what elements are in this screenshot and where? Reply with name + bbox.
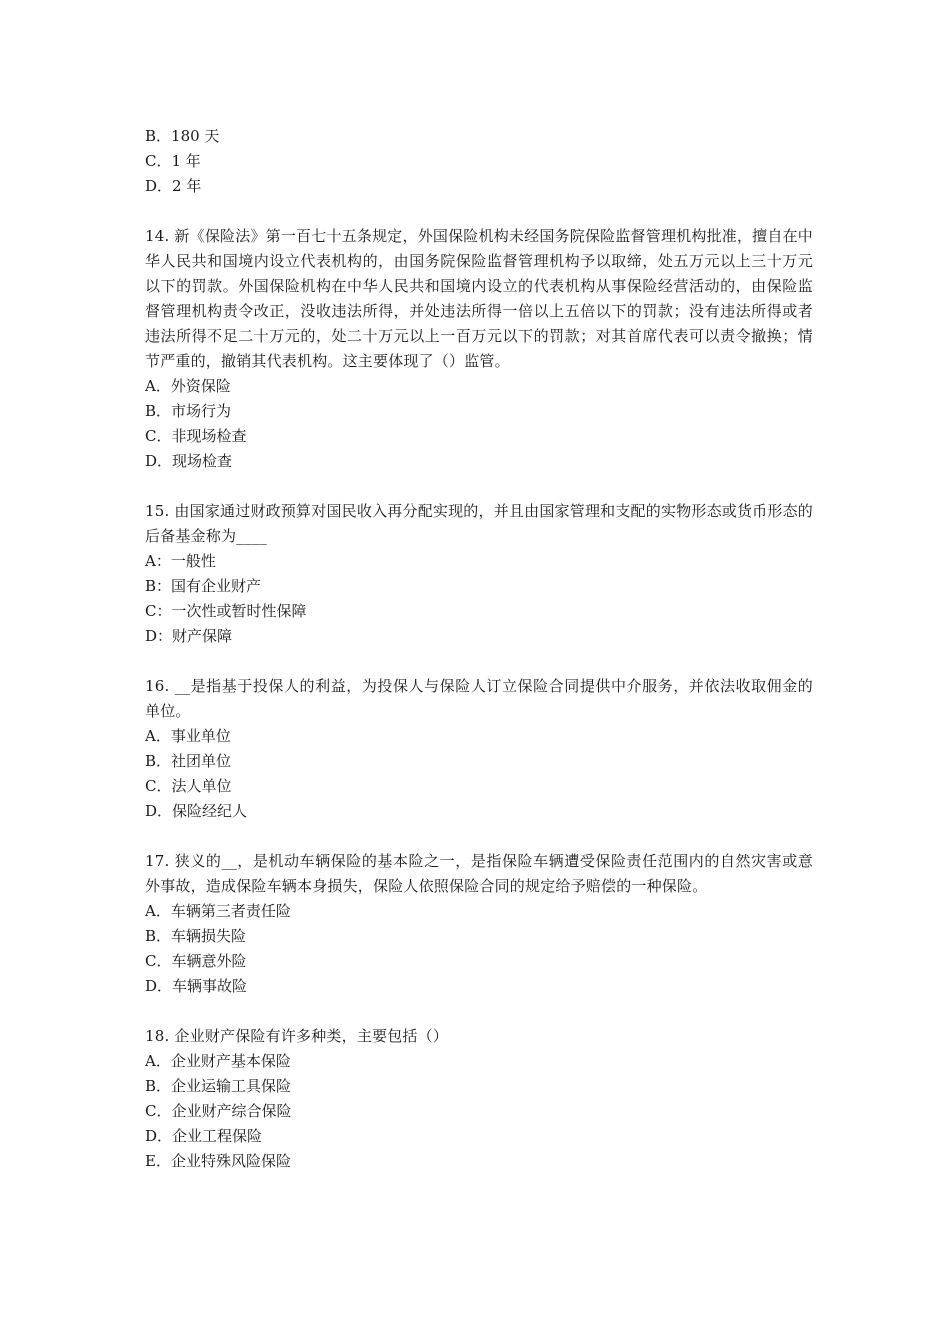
option-d: D．现场检查 — [145, 452, 233, 470]
option-b: B．社团单位 — [145, 752, 232, 770]
question-text: 15. 由国家通过财政预算对国民收入再分配实现的，并且由国家管理和支配的实物形态或货币形态的后备基金称为____ — [145, 502, 813, 545]
question-text: 18. 企业财产保险有许多种类，主要包括（） — [145, 1027, 449, 1045]
option-a: A．外资保险 — [145, 377, 231, 395]
option-b: B．180 天 — [145, 127, 220, 145]
option-c: C．企业财产综合保险 — [145, 1102, 292, 1120]
option-b: B．车辆损失险 — [145, 927, 247, 945]
option-d: D：财产保障 — [145, 627, 233, 645]
question-18 — [145, 1024, 813, 1174]
option-c: C．法人单位 — [145, 777, 232, 795]
option-a: A．事业单位 — [145, 727, 231, 745]
option-e: E．企业特殊风险保险 — [145, 1152, 291, 1170]
option-c: C．1 年 — [145, 152, 201, 170]
option-a: A：一般性 — [145, 552, 216, 570]
question-text: 16. __是指基于投保人的利益，为投保人与保险人订立保险合同提供中介服务，并依法收取佣金的单位。 — [145, 677, 813, 720]
option-d: D．企业工程保险 — [145, 1127, 263, 1145]
previous-question-options — [145, 124, 813, 199]
option-b: B．企业运输工具保险 — [145, 1077, 292, 1095]
question-17 — [145, 849, 813, 999]
option-a: A．车辆第三者责任险 — [145, 902, 291, 920]
option-b: B．市场行为 — [145, 402, 232, 420]
question-14 — [145, 224, 813, 474]
option-b: B：国有企业财产 — [145, 577, 262, 595]
question-16 — [145, 674, 813, 824]
option-a: A．企业财产基本保险 — [145, 1052, 291, 1070]
question-text: 14. 新《保险法》第一百七十五条规定，外国保险机构未经国务院保险监督管理机构批准，擅自在中华人民共和国境内设立代表机构的，由国务院保险监督管理机构予以取缔，处五万元以上三十万元以下的罚款。外国保险机构在中华人民共和国境内设立的代表机构从事保险经营活动的，由保险监督管理机构责令改正，没收违法所得，并处违法所得一倍以上五倍以下的罚款；没有违法所得或者违法所得不足二十万元的，处二十万元以上一百万元以下的罚款；对其首席代表可以责令撤换；情节严重的，撤销其代表机构。这主要体现了（）监管。 — [145, 227, 813, 370]
question-15 — [145, 499, 813, 649]
option-c: C．非现场检查 — [145, 427, 247, 445]
option-d: D．2 年 — [145, 177, 202, 195]
option-d: D．车辆事故险 — [145, 977, 248, 995]
option-c: C．车辆意外险 — [145, 952, 247, 970]
option-c: C：一次性或暂时性保障 — [145, 602, 307, 620]
document-page — [145, 124, 813, 1174]
option-d: D．保险经纪人 — [145, 802, 248, 820]
question-text: 17. 狭义的__，是机动车辆保险的基本险之一，是指保险车辆遭受保险责任范围内的自然灾害或意外事故，造成保险车辆本身损失，保险人依照保险合同的规定给予赔偿的一种保险。 — [145, 852, 813, 895]
